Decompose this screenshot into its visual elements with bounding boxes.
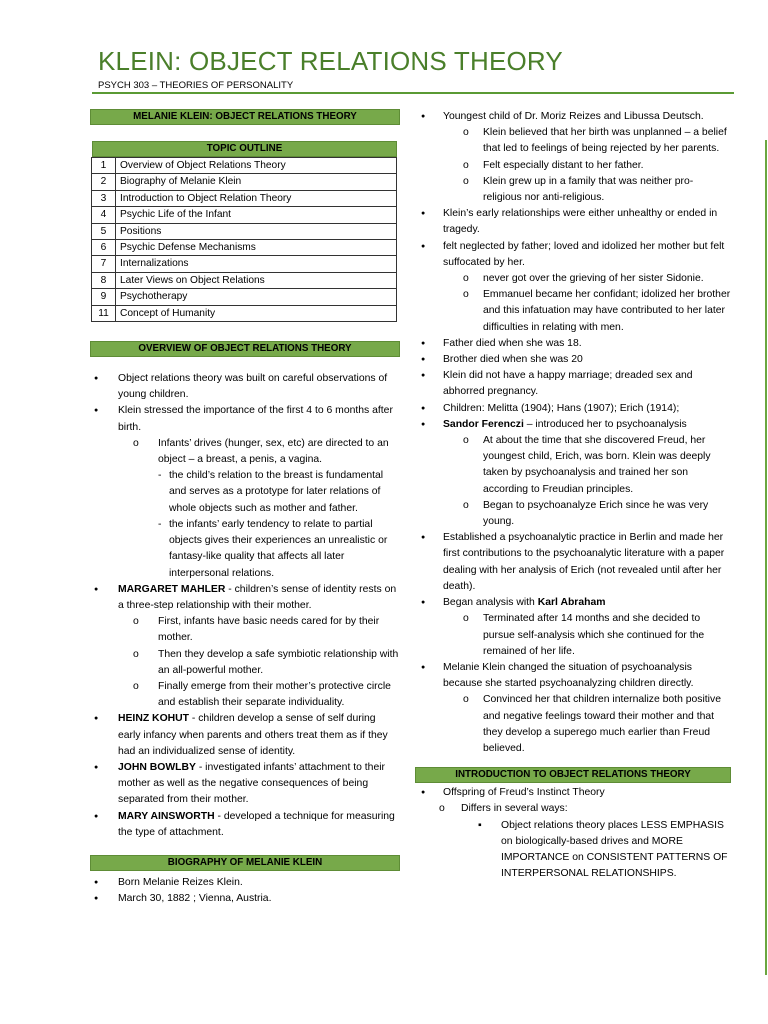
bowlby-text: - investigated infants’ attachment to their mother as well as the negative consequences of being separated from their mother. [118,761,385,806]
section-heading-main: MELANIE KLEIN: OBJECT RELATIONS THEORY [90,109,400,125]
list-item: o Convinced her that children internalize both positive and negative feelings toward their mother and that they develop a superego much earlier than Freud believed. [415,692,731,757]
list-item: ● felt neglected by father; loved and idolized her mother but felt suffocated by her. [415,239,731,271]
topic-number: 2 [92,174,116,190]
list-item [415,417,731,433]
topic-row [92,240,397,256]
section-heading-introduction: INTRODUCTION TO OBJECT RELATIONS THEORY [415,767,731,783]
topic-label: Overview of Object Relations Theory [116,158,397,174]
list-item: ● Object relations theory was built on careful observations of young children. [90,371,400,403]
list-item [415,595,731,611]
list-item: ● Melanie Klein changed the situation of psychoanalysis because she started psychoanalyzing children directly. [415,660,731,692]
topic-label: Later Views on Object Relations [116,272,397,288]
list-item: o Felt especially distant to her father. [415,158,731,174]
topic-number: 1 [92,158,116,174]
introduction-list [415,785,731,882]
left-column [90,109,400,907]
page-edge-line [765,140,767,975]
topic-row [92,190,397,206]
topic-row [92,272,397,288]
topic-label: Psychic Life of the Infant [116,207,397,223]
list-item: o Terminated after 14 months and she decided to pursue self-analysis which she continued for the remained of her life. [415,611,731,660]
topic-number: 7 [92,256,116,272]
topic-label: Internalizations [116,256,397,272]
list-item [90,582,400,614]
ferenczi-name: Sandor Ferenczi [443,418,524,430]
overview-list [90,371,400,841]
topic-row [92,223,397,239]
document-subtitle: PSYCH 303 – THEORIES OF PERSONALITY [98,80,294,91]
list-item: ● March 30, 1882 ; Vienna, Austria. [90,891,400,907]
biography-continued-list [415,109,731,757]
kohut-text: - children develop a sense of self during early infancy when parents and others treat them as if they had an individualized sense of identity. [118,713,388,757]
abraham-name: Karl Abraham [537,597,606,609]
list-item: ● Brother died when she was 20 [415,352,731,368]
list-item: ▪ Object relations theory places LESS EMPHASIS on biologically-based drives and MORE IMPORTANCE on CONSISTENT PATTERNS OF INTERPERSONAL RELATIONSHIPS. [415,818,731,883]
list-item: - the child’s relation to the breast is fundamental and serves as a prototype for later relations of whole objects such as mother and father. [90,468,400,517]
topic-row [92,158,397,174]
list-item [90,760,400,809]
topic-row [92,289,397,305]
topic-row [92,207,397,223]
list-item: ● Youngest child of Dr. Moriz Reizes and Libussa Deutsch. [415,109,731,125]
topic-label: Introduction to Object Relation Theory [116,190,397,206]
list-item: o Then they develop a safe symbiotic relationship with an all-powerful mother. [90,647,400,679]
ainsworth-name: MARY AINSWORTH [118,810,215,822]
right-column [415,109,731,882]
topic-number: 9 [92,289,116,305]
mahler-text: - children’s sense of identity rests on a three-step relationship with their mother. [118,583,397,611]
topic-number: 6 [92,240,116,256]
list-item: ● Children: Melitta (1904); Hans (1907); Erich (1914); [415,401,731,417]
topic-outline-heading: TOPIC OUTLINE [92,141,397,157]
ainsworth-text: - developed a technique for measuring the type of attachment. [118,810,395,838]
list-item: o Began to psychoanalyze Erich since he was very young. [415,498,731,530]
section-heading-biography: BIOGRAPHY OF MELANIE KLEIN [90,855,400,871]
topic-label: Positions [116,223,397,239]
topic-outline-table [91,157,397,322]
list-item: o Emmanuel became her confidant; idolized her brother and this infatuation may have contributed to her later difficulties in relating with men. [415,287,731,336]
bowlby-name: JOHN BOWLBY [118,761,196,773]
topic-label: Concept of Humanity [116,305,397,321]
ferenczi-text: – introduced her to psychoanalysis [523,418,687,430]
list-item: ● Klein did not have a happy marriage; dreaded sex and abhorred pregnancy. [415,368,731,400]
topic-label: Psychotherapy [116,289,397,305]
section-heading-overview: OVERVIEW OF OBJECT RELATIONS THEORY [90,341,400,357]
topic-number: 5 [92,223,116,239]
list-item: ● Klein stressed the importance of the first 4 to 6 months after birth. [90,403,400,435]
list-item: o At about the time that she discovered Freud, her youngest child, Erich, was born. Klein was deeply taken by psychoanalysis and trained her son according to Freudian principles. [415,433,731,498]
list-item: o Differs in several ways: [415,801,731,817]
list-item: o First, infants have basic needs cared for by their mother. [90,614,400,646]
list-item: o Finally emerge from their mother’s protective circle and establish their separate individuality. [90,679,400,711]
list-item: o never got over the grieving of her sister Sidonie. [415,271,731,287]
topic-row [92,305,397,321]
abraham-text: Began analysis with [443,597,538,609]
list-item [90,809,400,841]
list-item: - the infants’ early tendency to relate to partial objects gives their experiences an unrealistic or fantasy-like quality that affects all later interpersonal relations. [90,517,400,582]
list-item: ● Offspring of Freud’s Instinct Theory [415,785,731,801]
list-item: ● Father died when she was 18. [415,336,731,352]
topic-number: 3 [92,190,116,206]
list-item: ● Established a psychoanalytic practice in Berlin and made her first contributions to the psychoanalytic literature with a paper dealing with her analysis of Erich (not revealed until after her death). [415,530,731,595]
topic-number: 4 [92,207,116,223]
list-item: ● Klein’s early relationships were either unhealthy or ended in tragedy. [415,206,731,238]
biography-list [90,875,400,907]
list-item: o Infants’ drives (hunger, sex, etc) are directed to an object – a breast, a penis, a vagina. [90,436,400,468]
topic-label: Biography of Melanie Klein [116,174,397,190]
list-item: o Klein grew up in a family that was neither pro-religious nor anti-religious. [415,174,731,206]
mahler-name: MARGARET MAHLER [118,583,226,595]
list-item [90,711,400,760]
topic-number: 8 [92,272,116,288]
document-title: KLEIN: OBJECT RELATIONS THEORY [98,46,563,76]
header-divider [92,92,734,94]
topic-row [92,256,397,272]
list-item: ● Born Melanie Reizes Klein. [90,875,400,891]
topic-number: 11 [92,305,116,321]
topic-row [92,174,397,190]
topic-label: Psychic Defense Mechanisms [116,240,397,256]
list-item: o Klein believed that her birth was unplanned – a belief that led to feelings of being rejected by her parents. [415,125,731,157]
kohut-name: HEINZ KOHUT [118,713,189,725]
